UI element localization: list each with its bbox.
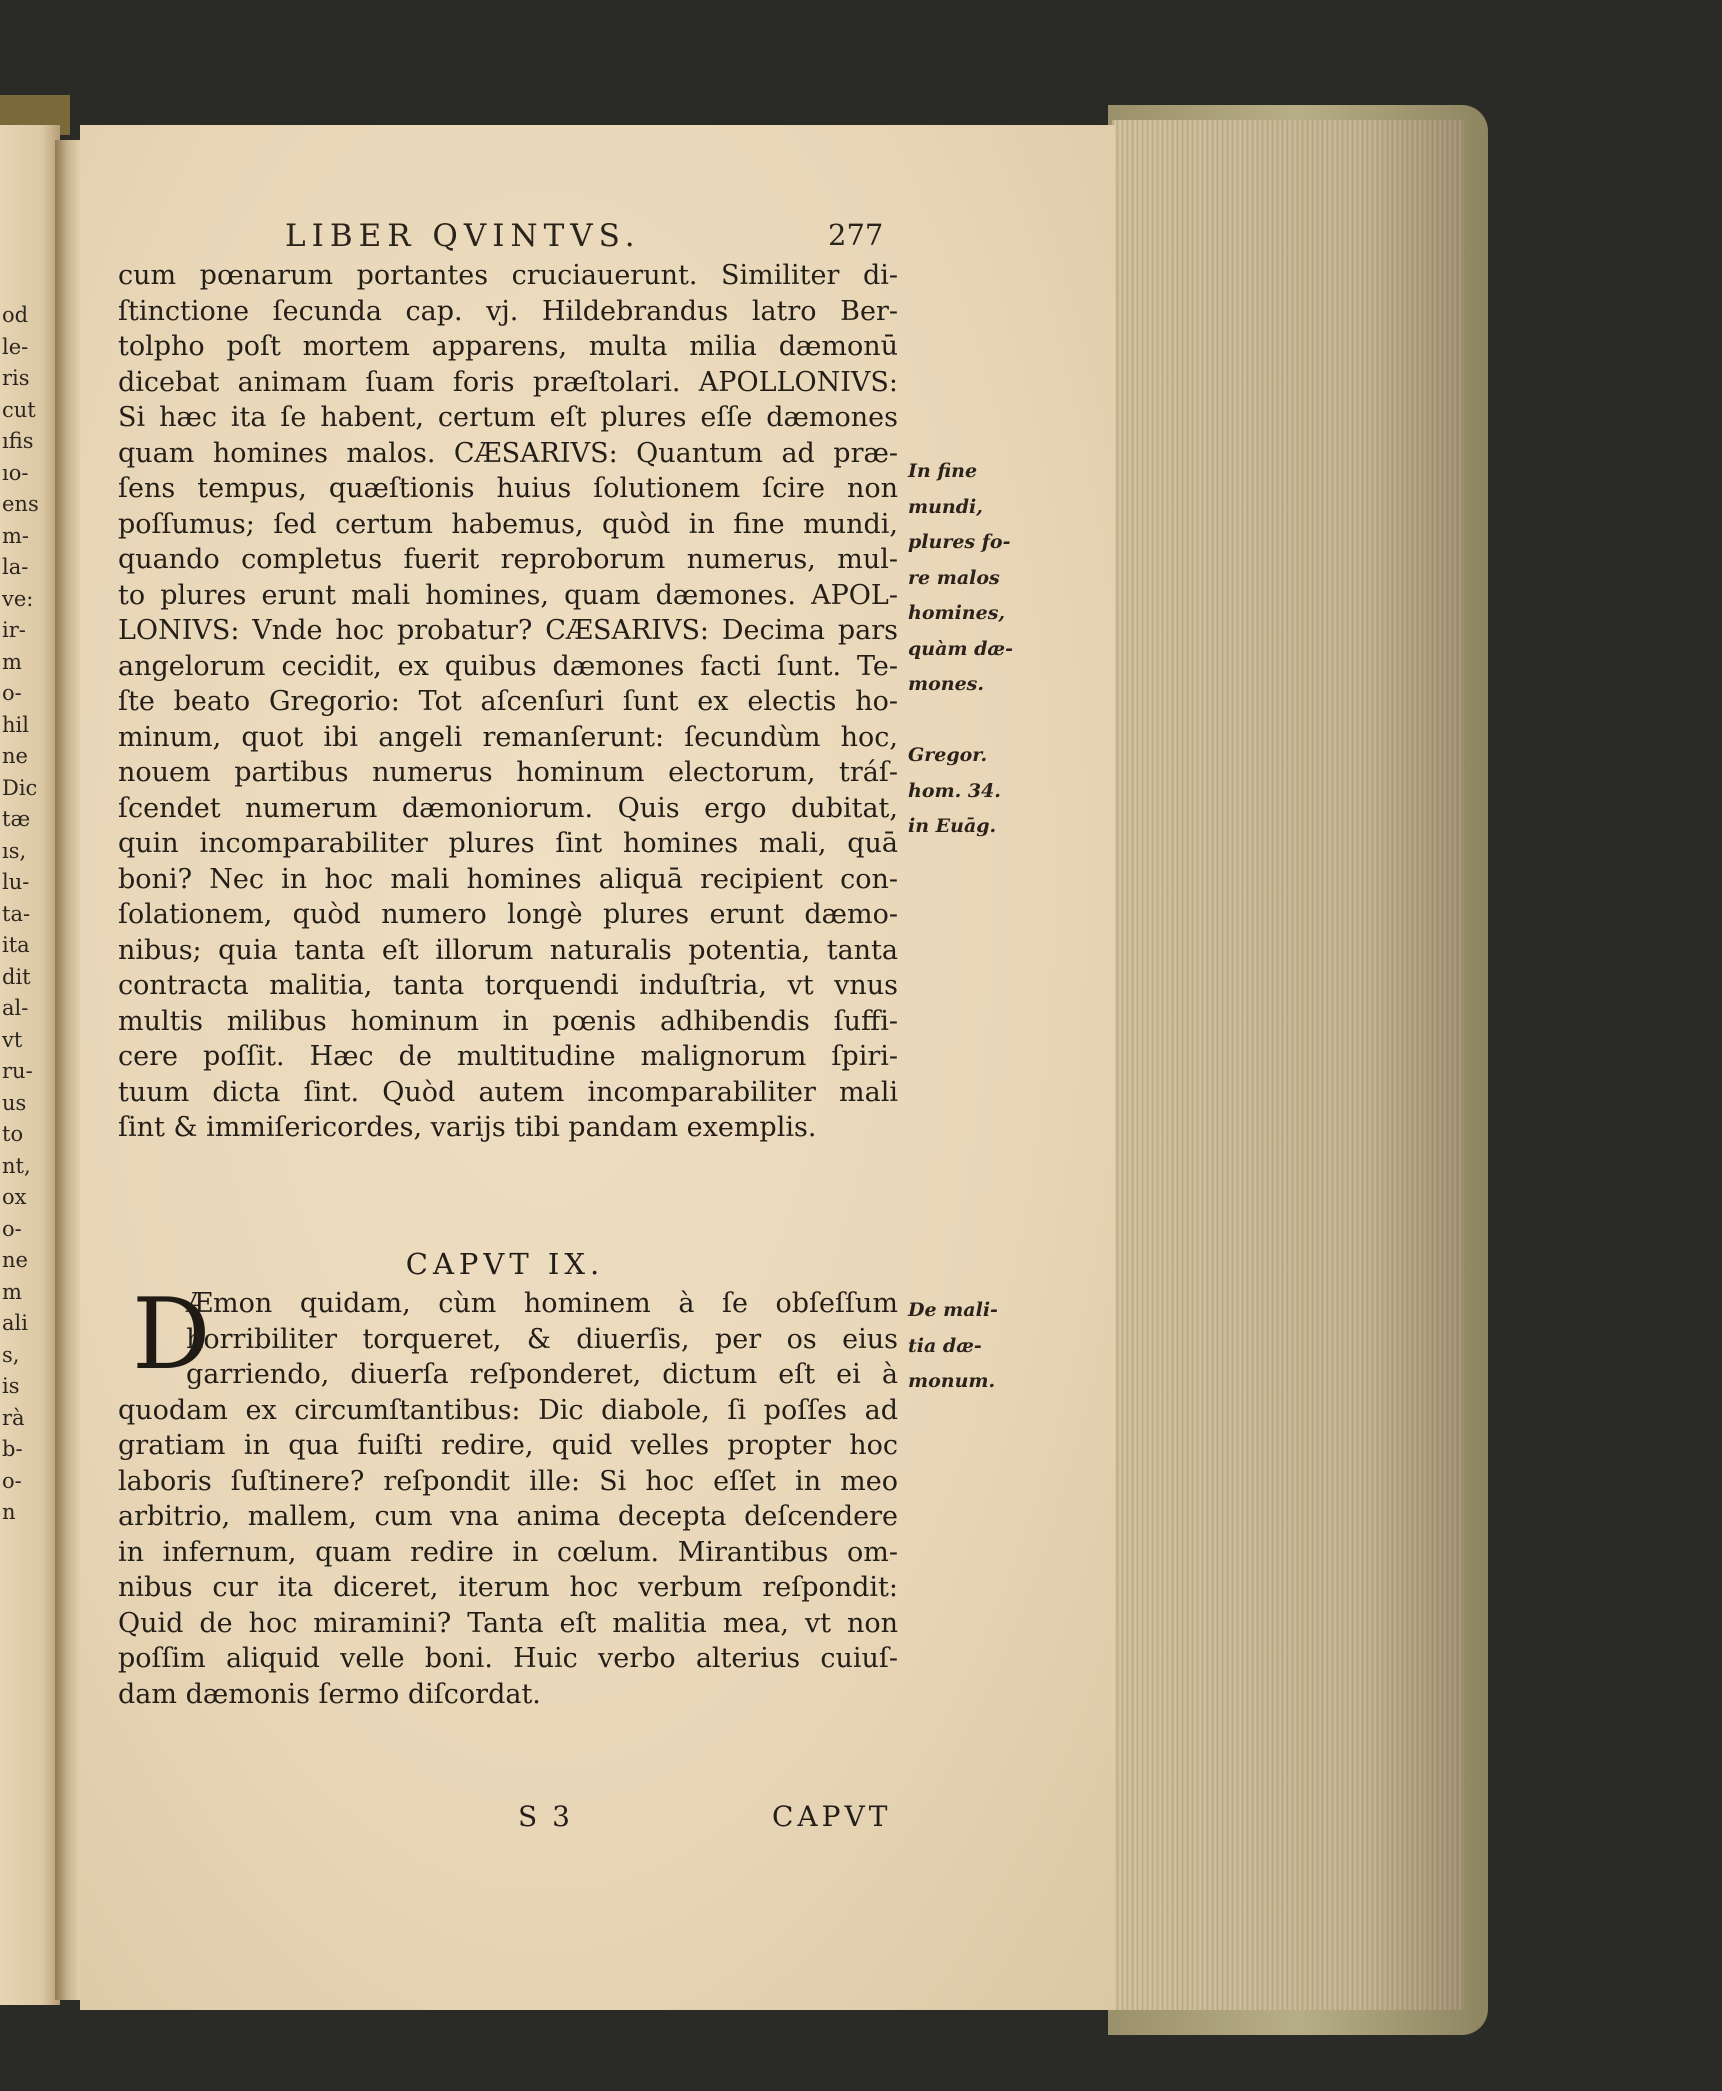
drop-cap: D — [132, 1278, 211, 1392]
text-line: dicebat animam ſuam foris præſtolari. APOLLONIVS: — [118, 366, 898, 398]
left-page-sliver — [0, 125, 60, 2005]
text-line: ſint & immiſericordes, varijs tibi pandam exemplis. — [118, 1112, 817, 1143]
text-line: dam dæmonis ſermo diſcordat. — [118, 1678, 541, 1710]
marginal-line: re malos — [908, 566, 1000, 589]
left-margin-fragment: us — [2, 1090, 27, 1115]
left-margin-fragment: n — [2, 1500, 16, 1524]
text-line: ſens tempus, quæſtionis huius ſolutionem ſcire non — [118, 473, 898, 504]
text-line: horribiliter torqueret, & diuerſis, per os eius — [186, 1323, 898, 1355]
chapter-text — [118, 1278, 898, 1712]
text-line: nibus cur ita diceret, iterum hoc verbum reſpondit: — [118, 1572, 898, 1603]
left-margin-fragment: m — [2, 649, 22, 674]
gutter — [55, 140, 83, 2000]
text-line: Quid de hoc miramini? Tanta eſt malitia mea, vt non — [118, 1607, 898, 1639]
text-line: to plures erunt mali homines, quam dæmones. APOL- — [118, 579, 898, 611]
left-margin-fragment: ıfis — [2, 429, 34, 453]
left-margin-fragment: ris — [2, 366, 30, 390]
left-margin-fragment: ir- — [2, 618, 26, 642]
left-margin-fragment: Dic — [2, 775, 38, 800]
text-line: arbitrio, mallem, cum vna anima decepta deſcendere — [118, 1501, 898, 1532]
left-margin-fragment: ali — [2, 1311, 28, 1335]
marginal-line: quàm dæ- — [908, 637, 1014, 660]
marginal-line: Gregor. — [908, 744, 988, 766]
left-margin-fragment: ox — [2, 1185, 27, 1209]
left-margin-fragment: o- — [2, 681, 22, 705]
left-margin-fragment: m- — [2, 523, 30, 548]
left-margin-fragment: od — [2, 303, 29, 327]
left-margin-fragment: ve: — [2, 586, 34, 611]
text-line: nibus; quia tanta eſt illorum naturalis potentia, tanta — [118, 934, 898, 966]
marginal-line: De mali- — [908, 1299, 998, 1321]
left-margin-fragment: al- — [2, 996, 29, 1020]
left-margin-fragment: o- — [2, 1468, 22, 1493]
text-line: minum, quot ibi angeli remanſerunt: ſecundùm hoc, — [118, 721, 898, 753]
text-line: poſſim aliquid velle boni. Huic verbo alterius cuiuſ- — [118, 1643, 898, 1674]
left-margin-fragment: vt — [2, 1027, 23, 1052]
left-margin-fragment: ita — [2, 933, 30, 957]
marginal-note-fine-mundi — [908, 454, 1058, 703]
left-margin-fragment: ta- — [2, 901, 31, 926]
text-line: garriendo, diuerſa reſponderet, dictum eſt ei à — [186, 1359, 898, 1390]
left-margin-fragment: la- — [2, 555, 29, 579]
marginal-line: in Euāg. — [908, 815, 997, 837]
left-margin-fragment: o- — [2, 1216, 22, 1241]
text-line: laboris ſuſtinere? reſpondit ille: Si hoc eſſet in meo — [118, 1465, 898, 1497]
left-margin-fragment: nt, — [2, 1153, 31, 1178]
text-line: nouem partibus numerus hominum electorum, tráſ- — [118, 757, 898, 788]
text-line: quin incomparabiliter plures ſint homines mali, quā — [118, 828, 898, 859]
left-margin-fragment: ıs, — [2, 838, 27, 863]
left-margin-fragment: ne — [2, 1248, 28, 1272]
text-line: ſolationem, quòd numero longè plures erunt dæmo- — [118, 899, 898, 930]
chapter-heading: CAPVT IX. — [405, 1247, 605, 1281]
text-line: cere poſſit. Hæc de multitudine malignorum ſpiri- — [118, 1041, 898, 1072]
text-line: ſte beato Gregorio: Tot aſcenſuri ſunt ex electis ho- — [118, 686, 898, 717]
text-line: angelorum cecidit, ex quibus dæmones facti ſunt. Te- — [118, 650, 898, 682]
text-line: tolpho poſt mortem apparens, multa milia dæmonū — [118, 331, 898, 362]
marginal-line: In fine — [908, 460, 978, 482]
left-margin-fragment: ens — [2, 492, 39, 516]
text-line: Si hæc ita ſe habent, certum eſt plures eſſe dæmones — [118, 402, 898, 433]
left-margin-fragment: ıo- — [2, 460, 29, 485]
left-margin-fragment: dit — [2, 964, 31, 989]
left-margin-fragment: ne — [2, 744, 28, 768]
text-line: boni? Nec in hoc mali homines aliquā recipient con- — [118, 863, 898, 895]
left-margin-fragment: cut — [2, 397, 36, 422]
left-margin-fragment: tæ — [2, 807, 31, 831]
left-margin-fragment: ru- — [2, 1059, 33, 1083]
text-line: in infernum, quam redire in cœlum. Mirantibus om- — [118, 1536, 898, 1568]
running-head: LIBER QVINTVS. — [285, 218, 641, 254]
text-line: quam homines malos. CÆSARIVS: Quantum ad præ- — [118, 437, 898, 469]
marginal-line: tia dæ- — [908, 1334, 982, 1357]
marginal-line: monum. — [908, 1370, 996, 1392]
left-margin-fragment: lu- — [2, 870, 30, 894]
left-margin-fragment: to — [2, 1122, 24, 1146]
text-line: multis milibus hominum in pœnis adhibendis ſuffi- — [118, 1005, 898, 1037]
marginal-line: homines, — [908, 602, 1006, 624]
left-margin-fragment: hil — [2, 712, 29, 737]
body-text — [118, 258, 898, 1146]
marginal-line: hom. 34. — [908, 779, 1001, 802]
left-margin-fragment: m — [2, 1279, 22, 1304]
left-margin-fragment: b- — [2, 1437, 23, 1461]
left-margin-fragment: le- — [2, 334, 29, 359]
text-line: poſſumus; ſed certum habemus, quòd in fine mundi, — [118, 508, 898, 540]
text-line: ſtinctione ſecunda cap. vj. Hildebrandus latro Ber- — [118, 295, 898, 327]
folio-number: 277 — [828, 218, 884, 252]
text-line: Æmon quidam, cùm hominem à ſe obſeſſum — [186, 1288, 898, 1319]
text-line: tuum dicta ſint. Quòd autem incomparabiliter mali — [118, 1076, 898, 1108]
catchword: CAPVT — [772, 1800, 892, 1833]
signature-mark: S 3 — [518, 1800, 573, 1833]
text-line: gratiam in qua fuiſti redire, quid velles propter hoc — [118, 1430, 898, 1461]
left-margin-fragment: is — [2, 1374, 20, 1398]
left-margin-fragment: s, — [2, 1342, 20, 1367]
marginal-line: plures fo- — [908, 531, 1011, 553]
text-line: quando completus fuerit reproborum numerus, mul- — [118, 544, 898, 575]
marginal-note-malitia — [908, 1293, 1058, 1400]
page-edges — [1112, 120, 1464, 2010]
text-line: contracta malitia, tanta torquendi induſtria, vt vnus — [118, 970, 898, 1001]
marginal-note-gregor — [908, 738, 1058, 845]
text-line: LONIVS: Vnde hoc probatur? CÆSARIVS: Decima pars — [118, 615, 898, 646]
text-line: cum pœnarum portantes cruciauerunt. Similiter di- — [118, 260, 898, 291]
text-line: quodam ex circumſtantibus: Dic diabole, ſi poſſes ad — [118, 1394, 898, 1426]
marginal-line: mones. — [908, 673, 984, 695]
marginal-line: mundi, — [908, 495, 983, 518]
text-line: ſcendet numerum dæmoniorum. Quis ergo dubitat, — [118, 792, 898, 824]
left-margin-fragment: rà — [2, 1405, 25, 1430]
